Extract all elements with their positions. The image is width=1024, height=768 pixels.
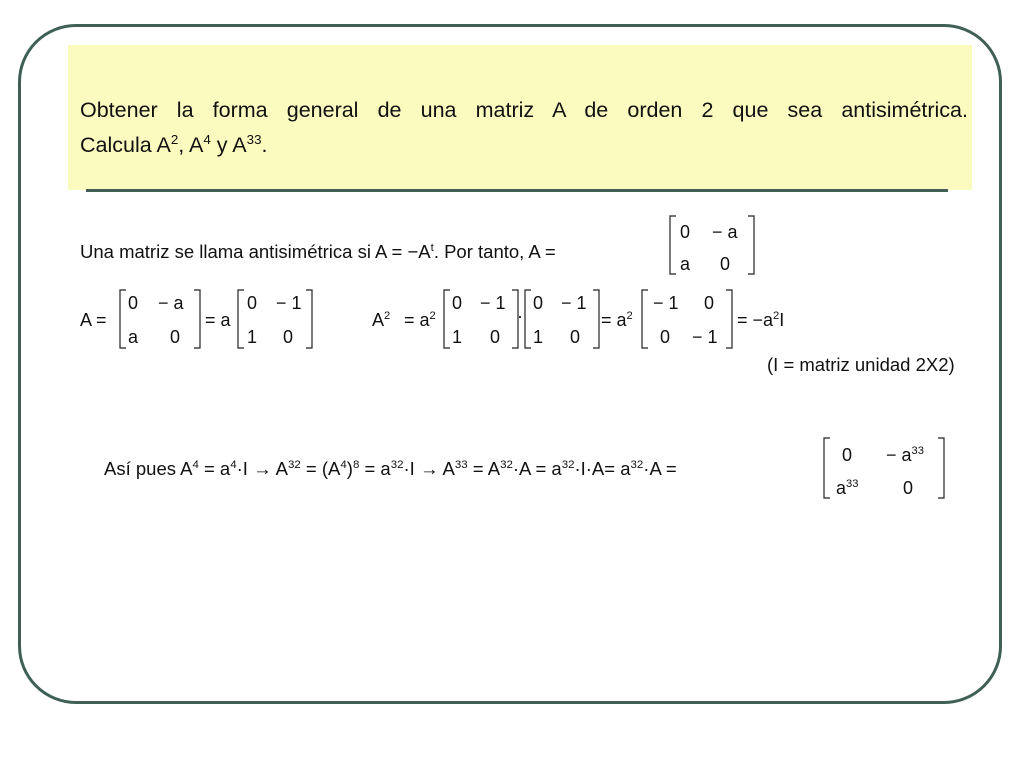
conclusion-matrix-a12: − $a^{33}$ (886, 445, 924, 465)
eq1-m1-a11: 0 (128, 293, 139, 313)
eq2-dot: · (517, 306, 523, 326)
eq1-m2-a22: 0 (283, 327, 294, 347)
conclusion-matrix-a11: 0 (842, 445, 853, 465)
eq1-m2-a11: 0 (247, 293, 258, 313)
eq2-equals-a2: = $a^2$ (404, 310, 436, 330)
title-underline (86, 189, 948, 192)
eq2-result: = $-a^2I$ (737, 310, 785, 330)
definition-matrix-a22: 0 (720, 254, 731, 274)
definition-matrix-a11: 0 (680, 222, 691, 242)
conclusion-matrix-a21: $a^{33}$ (836, 478, 859, 498)
eq1-equals-a: = a (205, 310, 231, 330)
eq2-m2-a21: 1 (533, 327, 544, 347)
eq1-m1-a21: a (128, 327, 139, 347)
eq1-m1-a22: 0 (170, 327, 181, 347)
definition-matrix-a21: a (680, 254, 691, 274)
identity-note: (I = matriz unidad 2X2) (767, 354, 955, 375)
eq2-lhs: $A^2$ (372, 310, 391, 330)
eq2-m2-a22: 0 (570, 327, 581, 347)
eq1-m2-a12: − 1 (276, 293, 302, 313)
eq2-m3-a22: − 1 (692, 327, 718, 347)
definition-text: Una matriz se llama antisimétrica si $A = -A^t$. Por tanto, A = (80, 241, 556, 262)
eq2-m2-a11: 0 (533, 293, 544, 313)
eq2-m3-a21: 0 (660, 327, 671, 347)
eq2-m2-a12: − 1 (561, 293, 587, 313)
definition-matrix-a12: − a (712, 222, 738, 242)
eq2-m1-a12: − 1 (480, 293, 506, 313)
eq2-m1-a11: 0 (452, 293, 463, 313)
eq2-equals-a2-2: = $a^2$ (601, 310, 633, 330)
eq2-m3-a11: − 1 (653, 293, 679, 313)
eq1-m2-a21: 1 (247, 327, 258, 347)
conclusion-matrix-a22: 0 (903, 478, 914, 498)
title-line-1: Obtener la forma general de una matriz A de orden 2 que sea antisimétrica. (80, 98, 968, 122)
eq1-m1-a12: − a (158, 293, 184, 313)
eq2-m1-a22: 0 (490, 327, 501, 347)
eq2-m1-a21: 1 (452, 327, 463, 347)
title-line-2: Calcula $A^2$, $A^4$ y $A^{33}$. (80, 131, 268, 157)
eq2-m3-a12: 0 (704, 293, 715, 313)
conclusion-text: Así pues $A^4 = a^4\cdot I \to A^{32} = (A^4)^8 = a^{32}\cdot I \to A^{33} = A^{32}\cdot A = a^{32}\cdot I\cdot A= a^{32}\cdot A$ = (104, 458, 677, 479)
eq1-lhs: A = (80, 310, 107, 330)
